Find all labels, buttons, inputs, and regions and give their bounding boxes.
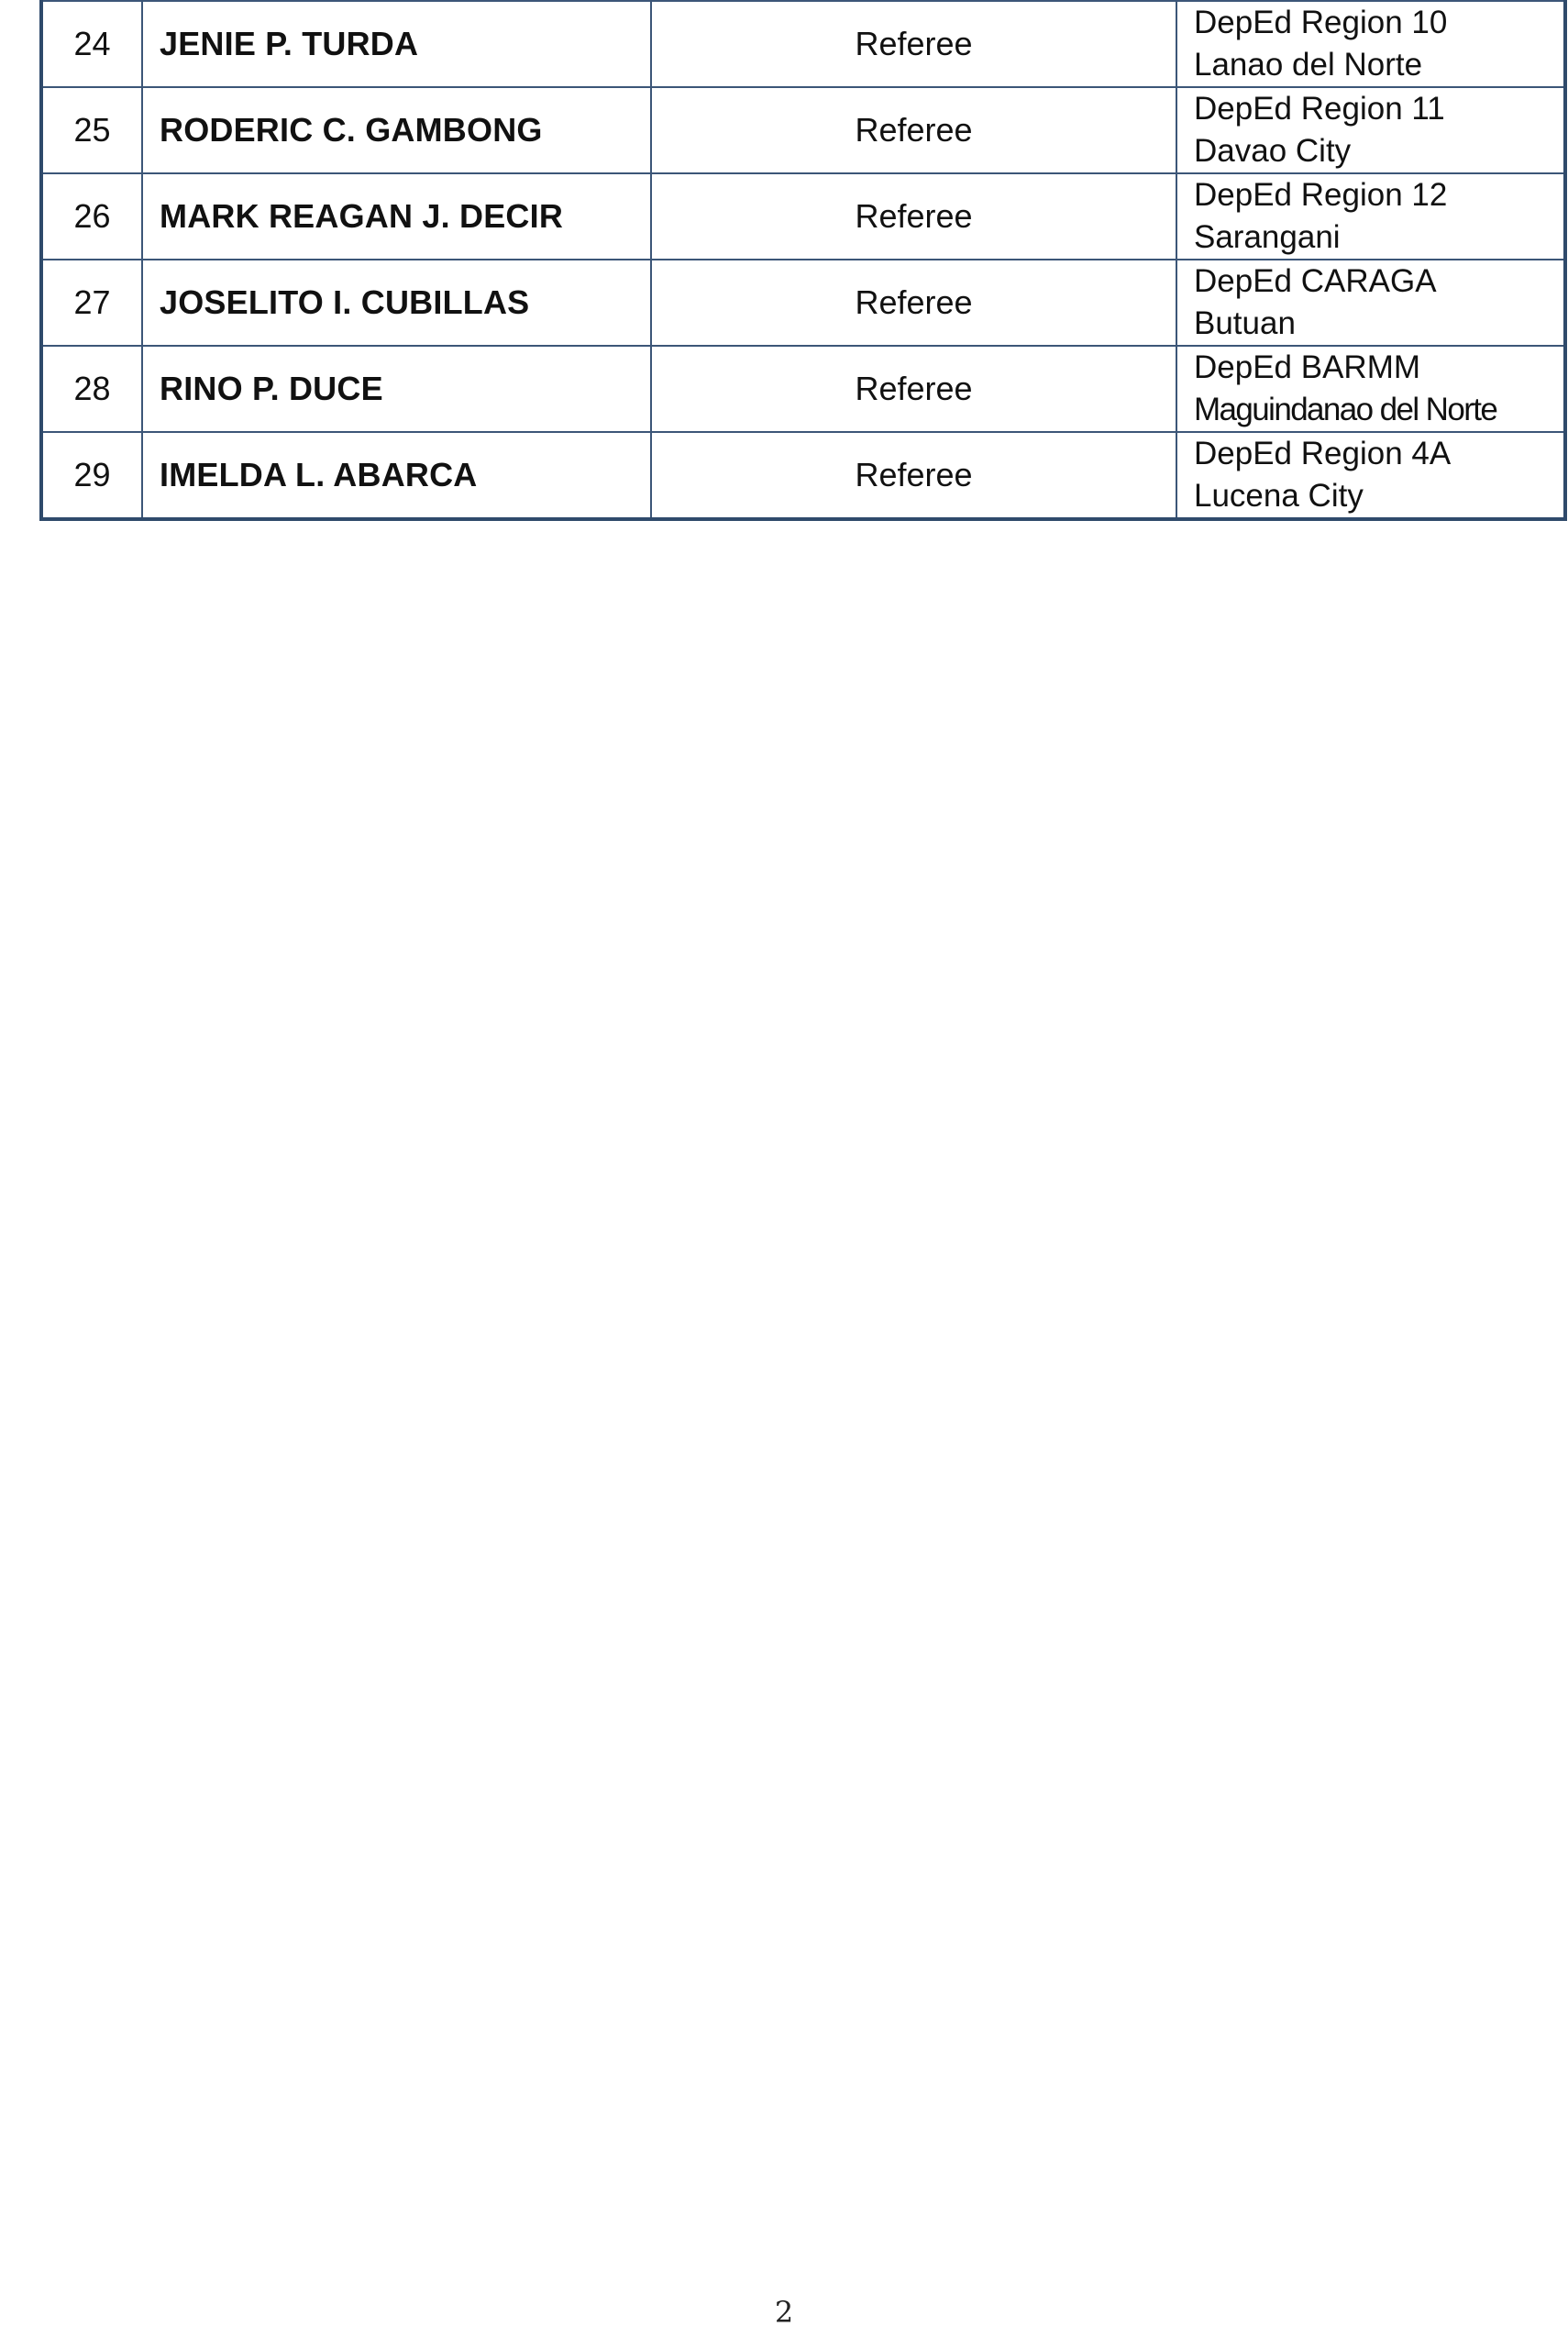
- row-number: 24: [41, 1, 142, 87]
- page-number: 2: [774, 2295, 794, 2330]
- row-number: 29: [41, 432, 142, 519]
- affiliation-region: DepEd Region 10: [1194, 5, 1448, 40]
- affiliation-region: DepEd Region 12: [1194, 177, 1448, 213]
- table-row: [41, 87, 1565, 173]
- table-row: [41, 173, 1565, 260]
- official-role: Referee: [651, 432, 1176, 519]
- row-number: 28: [41, 346, 142, 432]
- official-affiliation: [1176, 346, 1565, 432]
- affiliation-division: Lanao del Norte: [1194, 47, 1423, 83]
- affiliation-region: DepEd CARAGA: [1194, 263, 1437, 299]
- official-role: Referee: [651, 346, 1176, 432]
- affiliation-region: DepEd BARMM: [1194, 349, 1421, 385]
- official-name: RODERIC C. GAMBONG: [142, 87, 651, 173]
- table-row: [41, 260, 1565, 346]
- official-affiliation: [1176, 432, 1565, 519]
- official-role: Referee: [651, 87, 1176, 173]
- officials-table: [39, 0, 1567, 521]
- table-row: [41, 1, 1565, 87]
- affiliation-division: Butuan: [1194, 305, 1296, 341]
- affiliation-division: Sarangani: [1194, 219, 1341, 255]
- affiliation-region: DepEd Region 11: [1194, 91, 1445, 127]
- official-role: Referee: [651, 1, 1176, 87]
- affiliation-region: DepEd Region 4A: [1194, 436, 1452, 471]
- official-name: JOSELITO I. CUBILLAS: [142, 260, 651, 346]
- official-role: Referee: [651, 260, 1176, 346]
- official-name: MARK REAGAN J. DECIR: [142, 173, 651, 260]
- table-row: [41, 346, 1565, 432]
- official-affiliation: [1176, 1, 1565, 87]
- official-name: RINO P. DUCE: [142, 346, 651, 432]
- official-name: IMELDA L. ABARCA: [142, 432, 651, 519]
- affiliation-division: Maguindanao del Norte: [1194, 392, 1497, 427]
- affiliation-division: Lucena City: [1194, 478, 1364, 514]
- row-number: 27: [41, 260, 142, 346]
- official-affiliation: [1176, 87, 1565, 173]
- row-number: 25: [41, 87, 142, 173]
- official-affiliation: [1176, 173, 1565, 260]
- official-role: Referee: [651, 173, 1176, 260]
- official-affiliation: [1176, 260, 1565, 346]
- row-number: 26: [41, 173, 142, 260]
- affiliation-division: Davao City: [1194, 133, 1352, 169]
- table-row: [41, 432, 1565, 519]
- official-name: JENIE P. TURDA: [142, 1, 651, 87]
